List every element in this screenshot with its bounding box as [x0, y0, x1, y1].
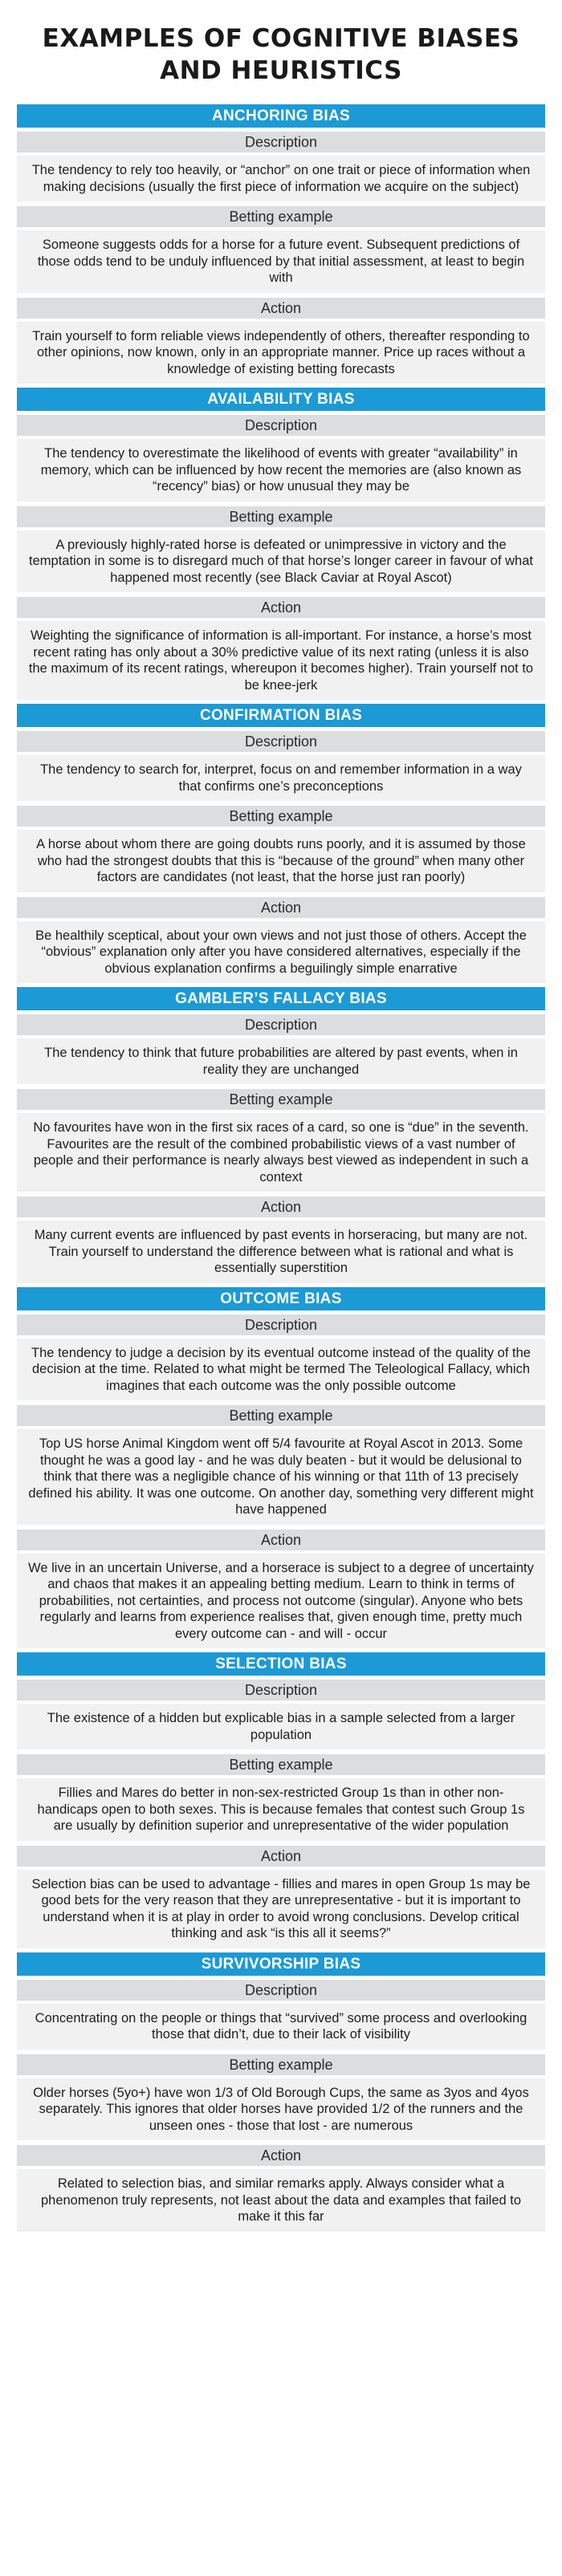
betting-example-label: Betting example [17, 1754, 545, 1775]
action-text: Selection bias can be used to advantage - fillies and mares in open Group 1s may be good bets for the very reason that they are unrepresentative - but it is important to understand when it is at play in order to avoid wrong conclusions. Develop critical thinking and ask “is this all it seems?” [17, 1870, 545, 1948]
betting-example-label: Betting example [17, 806, 545, 827]
description-text: The tendency to think that future probabilities are altered by past events, when in reality they are unchanged [17, 1038, 545, 1084]
bias-section-availability [17, 388, 545, 700]
description-label: Description [17, 132, 545, 152]
betting-example-text: A previously highly-rated horse is defeated or unimpressive in victory and the temptation in some is to disregard much of that horse’s longer career in favour of what happened most recently (see Black Caviar at Royal Ascot) [17, 530, 545, 593]
betting-example-label: Betting example [17, 1405, 545, 1426]
page-title [0, 0, 562, 87]
action-text: We live in an uncertain Universe, and a horserace is subject to a degree of uncertainty and chaos that makes it an appealing betting medium. Learn to think in terms of probabilities, not certainties, and process not outcome (singular). Anyone who bets regularly and learns from experience realises that, given enough time, pretty much every outcome can - and will - occur [17, 1554, 545, 1649]
description-text: The existence of a hidden but explicable bias in a sample selected from a larger population [17, 1704, 545, 1749]
betting-example-text: Older horses (5yo+) have won 1/3 of Old Borough Cups, the same as 3yos and 4yos separately. This ignores that older horses have provided 1/2 of the runners and the unseen ones - those that lost - are numerous [17, 2078, 545, 2141]
bias-title: GAMBLER’S FALLACY BIAS [17, 987, 545, 1010]
description-label: Description [17, 415, 545, 436]
action-label: Action [17, 298, 545, 319]
betting-example-text: Fillies and Mares do better in non-sex-restricted Group 1s than in other non-handicaps open to both sexes. This is because females that contest such Group 1s are usually by definition superior and unrepresentative of the wider population [17, 1778, 545, 1841]
bias-title: CONFIRMATION BIAS [17, 704, 545, 727]
description-text: Concentrating on the people or things that “survived” some process and overlooking those that didn’t, due to their lack of visibility [17, 2004, 545, 2050]
action-label: Action [17, 1197, 545, 1217]
bias-section-survivorship [17, 1952, 545, 2232]
description-label: Description [17, 1980, 545, 2001]
action-text: Many current events are influenced by past events in horseracing, but many are not. Train yourself to understand the difference between what is rational and what is essentially superstition [17, 1221, 545, 1283]
description-label: Description [17, 1314, 545, 1335]
action-label: Action [17, 597, 545, 618]
description-text: The tendency to judge a decision by its eventual outcome instead of the quality of the decision at the time. Related to what might be termed The Teleological Fallacy, which imagines that each outcome was the only possible outcome [17, 1339, 545, 1401]
betting-example-text: A horse about whom there are going doubts runs poorly, and it is assumed by those who had the strongest doubts that this is “because of the ground” when many other factors are candidates (not least, that the horse just ran poorly) [17, 830, 545, 892]
bias-title: AVAILABILITY BIAS [17, 388, 545, 411]
bias-section-selection [17, 1652, 545, 1948]
page-title-line-2: AND HEURISTICS [160, 56, 402, 85]
description-text: The tendency to search for, interpret, focus on and remember information in a way that confirms one’s preconceptions [17, 755, 545, 801]
betting-example-label: Betting example [17, 1089, 545, 1110]
action-text: Train yourself to form reliable views independently of others, thereafter responding to other opinions, now known, only in an appropriate manner. Price up races without a knowledge of existing betting forecasts [17, 322, 545, 384]
bias-section-gamblers-fallacy [17, 987, 545, 1283]
description-label: Description [17, 731, 545, 752]
bias-section-outcome [17, 1287, 545, 1649]
action-text: Related to selection bias, and similar remarks apply. Always consider what a phenomenon truly represents, not least about the data and examples that failed to make it this far [17, 2169, 545, 2232]
bias-title: SELECTION BIAS [17, 1652, 545, 1676]
action-text: Weighting the significance of information is all-important. For instance, a horse’s most recent rating has only about a 30% predictive value of its next rating (unless it is also the maximum of its recent ratings, whereupon it becomes higher). Train yourself not to be knee-jerk [17, 621, 545, 700]
betting-example-text: No favourites have won in the first six races of a card, so one is “due” in the seventh. Favourites are the result of the combined probabilistic views of a vast number of people and their performance is nearly always best viewed as independent in such a context [17, 1113, 545, 1192]
betting-example-text: Someone suggests odds for a horse for a future event. Subsequent predictions of those odds tend to be unduly influenced by that initial assessment, at least to begin with [17, 230, 545, 293]
page-title-line-1: EXAMPLES OF COGNITIVE BIASES [42, 24, 520, 53]
action-label: Action [17, 1530, 545, 1550]
description-text: The tendency to overestimate the likelihood of events with greater “availability” in memory, which can be influenced by how recent the memories are (also known as “recency” bias) or how unusual they may be [17, 439, 545, 502]
action-label: Action [17, 1846, 545, 1867]
action-text: Be healthily sceptical, about your own views and not just those of others. Accept the “obvious” explanation only after you have considered alternatives, especially if the obvious explanation confirms a beguilingly simple enarrative [17, 921, 545, 984]
betting-example-label: Betting example [17, 506, 545, 527]
bias-title: ANCHORING BIAS [17, 104, 545, 128]
description-text: The tendency to rely too heavily, or “anchor” on one trait or piece of information when making decisions (usually the first piece of information we acquire on the subject) [17, 156, 545, 201]
bias-section-confirmation [17, 704, 545, 983]
bias-title: SURVIVORSHIP BIAS [17, 1952, 545, 1976]
betting-example-label: Betting example [17, 2054, 545, 2075]
action-label: Action [17, 2145, 545, 2166]
action-label: Action [17, 897, 545, 918]
betting-example-text: Top US horse Animal Kingdom went off 5/4 favourite at Royal Ascot in 2013. Some thought he was a good lay - and he was duly beaten - but it would be delusional to think that there was a negligible chance of his winning or that 11th of 13 precisely defined his ability. It was one outcome. On another day, something very different might have happened [17, 1429, 545, 1525]
description-label: Description [17, 1680, 545, 1700]
betting-example-label: Betting example [17, 206, 545, 227]
description-label: Description [17, 1014, 545, 1035]
bias-section-anchoring [17, 104, 545, 384]
bias-title: OUTCOME BIAS [17, 1287, 545, 1310]
bias-list [17, 104, 545, 2232]
